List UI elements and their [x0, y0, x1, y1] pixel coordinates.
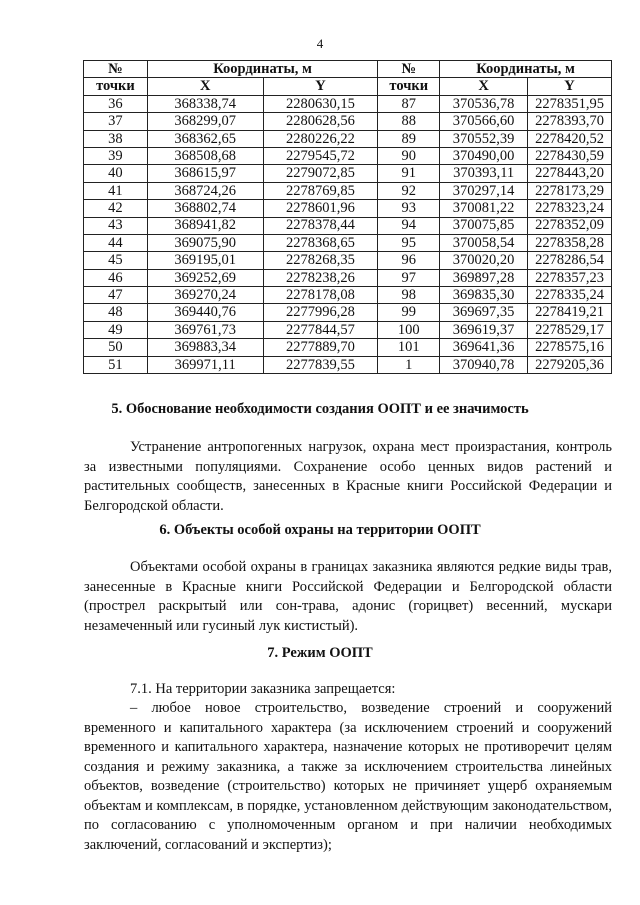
cell-x-right: 369641,36 [440, 339, 528, 356]
section5-text: Устранение антропогенных нагрузок, охрана мест произрастания, контроль за известными популяциями. Сохранение особо ценных видов растений и растительных сообществ, занесенных в Красные книги Российской Федерации и Белгородской области. [84, 439, 612, 514]
cell-y-right: 2278443,20 [528, 165, 612, 182]
cell-x-right: 370297,14 [440, 182, 528, 199]
cell-x-left: 369270,24 [147, 287, 263, 304]
cell-x-right: 370552,39 [440, 130, 528, 147]
cell-y-right: 2278351,95 [528, 95, 612, 112]
cell-x-left: 369075,90 [147, 234, 263, 251]
cell-point-num-right: 99 [378, 304, 440, 321]
cell-y-right: 2278393,70 [528, 113, 612, 130]
cell-point-num-right: 93 [378, 200, 440, 217]
page-number: 4 [316, 36, 324, 51]
table-row [84, 321, 612, 338]
cell-point-num-left: 37 [84, 113, 148, 130]
table-row [84, 252, 612, 269]
cell-y-left: 2278368,65 [263, 234, 378, 251]
header-num-sub-right: точки [378, 78, 440, 95]
header-coords-left: Координаты, м [147, 61, 377, 78]
cell-x-right: 370940,78 [440, 356, 528, 373]
cell-x-right: 369697,35 [440, 304, 528, 321]
cell-x-left: 369252,69 [147, 269, 263, 286]
table-row [84, 200, 612, 217]
cell-y-right: 2278352,09 [528, 217, 612, 234]
cell-y-left: 2277996,28 [263, 304, 378, 321]
cell-point-num-right: 96 [378, 252, 440, 269]
cell-point-num-right: 87 [378, 95, 440, 112]
cell-x-left: 369883,34 [147, 339, 263, 356]
section6-text: Объектами особой охраны в границах заказника являются редкие виды трав, занесенные в Красные книги Российской Федерации и Белгородской области (прострел раскрытый или сон-трава, адонис (горицвет) весенний, мускари незамеченный или гусиный лук кистистый). [84, 559, 612, 634]
cell-point-num-right: 91 [378, 165, 440, 182]
cell-point-num-left: 42 [84, 200, 148, 217]
coordinates-table [83, 60, 612, 374]
cell-y-right: 2278173,29 [528, 182, 612, 199]
cell-point-num-right: 92 [378, 182, 440, 199]
cell-x-left: 369971,11 [147, 356, 263, 373]
cell-x-right: 370393,11 [440, 165, 528, 182]
cell-x-left: 369440,76 [147, 304, 263, 321]
table-subheader-row [84, 78, 612, 95]
cell-y-right: 2278357,23 [528, 269, 612, 286]
header-num-left: № [84, 61, 148, 78]
cell-y-right: 2279205,36 [528, 356, 612, 373]
cell-point-num-left: 47 [84, 287, 148, 304]
cell-y-right: 2278323,24 [528, 200, 612, 217]
header-num-sub-left: точки [84, 78, 148, 95]
cell-x-right: 370075,85 [440, 217, 528, 234]
cell-x-left: 368508,68 [147, 147, 263, 164]
cell-y-left: 2279072,85 [263, 165, 378, 182]
cell-y-left: 2278238,26 [263, 269, 378, 286]
cell-point-num-right: 100 [378, 321, 440, 338]
cell-y-right: 2278575,16 [528, 339, 612, 356]
header-num-right: № [378, 61, 440, 78]
cell-point-num-right: 101 [378, 339, 440, 356]
cell-y-left: 2278178,08 [263, 287, 378, 304]
cell-x-right: 370058,54 [440, 234, 528, 251]
header-y-right: Y [528, 78, 612, 95]
cell-y-left: 2277844,57 [263, 321, 378, 338]
table-row [84, 113, 612, 130]
cell-x-left: 368802,74 [147, 200, 263, 217]
cell-y-left: 2277889,70 [263, 339, 378, 356]
cell-y-left: 2280628,56 [263, 113, 378, 130]
cell-point-num-left: 50 [84, 339, 148, 356]
cell-point-num-left: 44 [84, 234, 148, 251]
table-row [84, 304, 612, 321]
cell-x-right: 369897,28 [440, 269, 528, 286]
cell-x-right: 370020,20 [440, 252, 528, 269]
cell-y-right: 2278358,28 [528, 234, 612, 251]
cell-y-right: 2278420,52 [528, 130, 612, 147]
table-row [84, 95, 612, 112]
cell-point-num-left: 36 [84, 95, 148, 112]
cell-x-right: 369619,37 [440, 321, 528, 338]
cell-point-num-left: 40 [84, 165, 148, 182]
cell-x-left: 368724,26 [147, 182, 263, 199]
cell-y-left: 2280226,22 [263, 130, 378, 147]
cell-point-num-right: 88 [378, 113, 440, 130]
cell-y-right: 2278529,17 [528, 321, 612, 338]
section7-title: 7. Режим ООПТ [267, 645, 373, 661]
cell-point-num-right: 1 [378, 356, 440, 373]
section7-bullet1: – любое новое строительство, возведение строений и сооружений временного и капитального характера (за исключением строений и сооружений временного и капитального характера, назначение которых не противоречит целям создания и режиму заказника, а также за исключением строительства линейных объектов, возведение (строительство) которых не причиняет ущерб охраняемым объектам и комплексам, в порядке, установленном действующим законодательством, по согласованию с уполномоченным органом и при наличии необходимых заключений, согласований и экспертиз); [84, 700, 612, 853]
header-x-left: X [147, 78, 263, 95]
table-row [84, 182, 612, 199]
cell-point-num-right: 90 [378, 147, 440, 164]
cell-point-num-right: 94 [378, 217, 440, 234]
section5-title: 5. Обоснование необходимости создания ООПТ и ее значимость [111, 401, 529, 417]
header-y-left: Y [263, 78, 378, 95]
cell-x-left: 368338,74 [147, 95, 263, 112]
table-row [84, 269, 612, 286]
cell-point-num-right: 98 [378, 287, 440, 304]
cell-point-num-right: 89 [378, 130, 440, 147]
cell-x-right: 370490,00 [440, 147, 528, 164]
cell-y-right: 2278430,59 [528, 147, 612, 164]
cell-x-left: 368362,65 [147, 130, 263, 147]
cell-point-num-right: 97 [378, 269, 440, 286]
cell-x-left: 369761,73 [147, 321, 263, 338]
cell-y-right: 2278286,54 [528, 252, 612, 269]
cell-point-num-right: 95 [378, 234, 440, 251]
cell-y-left: 2279545,72 [263, 147, 378, 164]
table-row [84, 217, 612, 234]
cell-y-left: 2278769,85 [263, 182, 378, 199]
table-row [84, 356, 612, 373]
table-row [84, 130, 612, 147]
section7-item1: 7.1. На территории заказника запрещается: [130, 681, 396, 697]
cell-x-right: 370566,60 [440, 113, 528, 130]
cell-point-num-left: 39 [84, 147, 148, 164]
cell-y-right: 2278419,21 [528, 304, 612, 321]
cell-point-num-left: 38 [84, 130, 148, 147]
cell-y-left: 2278268,35 [263, 252, 378, 269]
cell-x-left: 368615,97 [147, 165, 263, 182]
table-row [84, 165, 612, 182]
cell-point-num-left: 45 [84, 252, 148, 269]
table-row [84, 287, 612, 304]
cell-y-left: 2277839,55 [263, 356, 378, 373]
header-coords-right: Координаты, м [440, 61, 612, 78]
table-row [84, 234, 612, 251]
cell-x-right: 369835,30 [440, 287, 528, 304]
cell-x-right: 370536,78 [440, 95, 528, 112]
cell-x-left: 369195,01 [147, 252, 263, 269]
cell-x-left: 368941,82 [147, 217, 263, 234]
cell-point-num-left: 46 [84, 269, 148, 286]
cell-point-num-left: 49 [84, 321, 148, 338]
cell-y-right: 2278335,24 [528, 287, 612, 304]
cell-point-num-left: 51 [84, 356, 148, 373]
cell-y-left: 2280630,15 [263, 95, 378, 112]
cell-y-left: 2278601,96 [263, 200, 378, 217]
cell-x-right: 370081,22 [440, 200, 528, 217]
cell-y-left: 2278378,44 [263, 217, 378, 234]
table-row [84, 339, 612, 356]
cell-point-num-left: 41 [84, 182, 148, 199]
cell-point-num-left: 43 [84, 217, 148, 234]
table-row [84, 147, 612, 164]
section6-title: 6. Объекты особой охраны на территории ООПТ [159, 522, 481, 538]
cell-x-left: 368299,07 [147, 113, 263, 130]
header-x-right: X [440, 78, 528, 95]
table-header-row [84, 61, 612, 78]
cell-point-num-left: 48 [84, 304, 148, 321]
